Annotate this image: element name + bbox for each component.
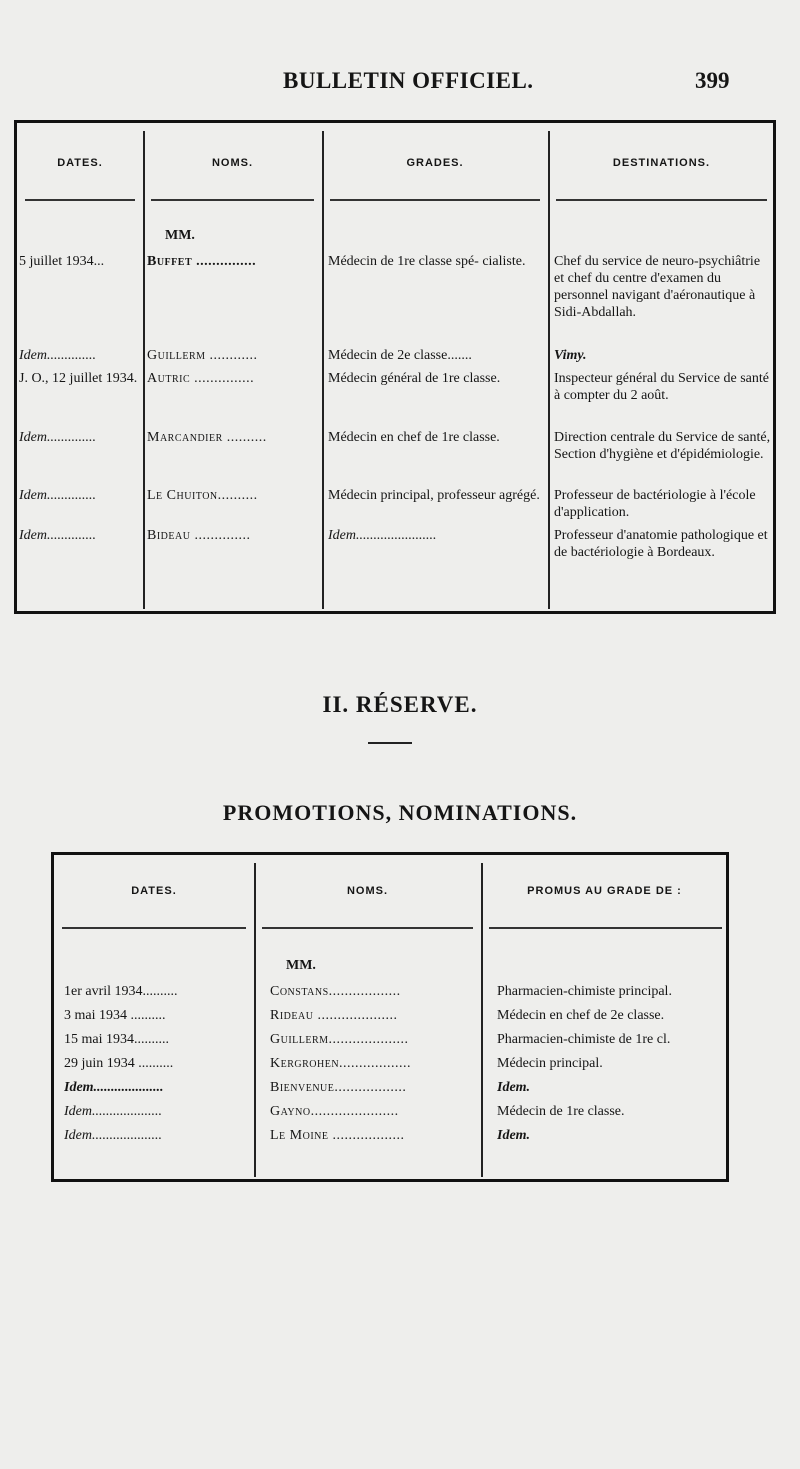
row-grade: Pharmacien-chimiste principal. (497, 984, 672, 999)
row-name: Le Chuiton.......... (147, 488, 258, 503)
row-destination: Direction centrale du Service de santé, Section d'hygiène et d'épidémiologie. (554, 430, 771, 462)
row-date: Idem.............. (19, 488, 96, 503)
header-rule (262, 927, 473, 929)
row-grade: Médecin principal. (497, 1056, 603, 1071)
col-header-destinations: DESTINATIONS. (612, 157, 711, 169)
section-subtitle: PROMOTIONS, NOMINATIONS. (222, 800, 578, 825)
row-destination: Vimy. (554, 348, 587, 363)
row-name: Kergrohen.................. (270, 1056, 412, 1071)
col-header-noms: NOMS. (211, 157, 254, 169)
col-header-promus: PROMUS AU GRADE DE : (527, 885, 682, 897)
column-divider (254, 863, 256, 1177)
row-grade: Médecin en chef de 1re classe. (328, 430, 500, 445)
row-grade: Médecin de 1re classe spé- cialiste. (328, 254, 526, 269)
row-name: Guillerm ............ (147, 348, 258, 363)
row-destination: Professeur de bactériologie à l'école d'application. (554, 488, 756, 520)
row-grade: Médecin de 1re classe. (497, 1104, 625, 1119)
row-date: J. O., 12 juillet 1934. (19, 371, 138, 386)
row-date: 29 juin 1934 .......... (64, 1056, 174, 1071)
row-name: Le Moine .................. (270, 1128, 405, 1143)
row-date: Idem.................... (64, 1080, 164, 1095)
header-rule (556, 199, 767, 201)
header-rule (25, 199, 135, 201)
row-date: Idem.................... (64, 1104, 162, 1119)
running-head (0, 68, 800, 98)
column-divider (143, 131, 145, 609)
header-rule (151, 199, 314, 201)
row-name: Constans.................. (270, 984, 401, 999)
row-grade: Médecin de 2e classe....... (328, 348, 472, 363)
row-date: Idem.............. (19, 348, 96, 363)
header-rule (62, 927, 246, 929)
col-header-dates: DATES. (131, 885, 177, 897)
row-grade: Idem. (497, 1128, 531, 1143)
row-name: Autric ............... (147, 371, 255, 386)
mm-label: MM. (165, 228, 195, 243)
row-grade: Médecin principal, professeur agrégé. (328, 488, 540, 503)
col-header-dates: DATES. (57, 157, 103, 169)
row-destination: Professeur d'anatomie pathologique et de bactériologie à Bordeaux. (554, 528, 768, 560)
row-destination: Chef du service de neuro-psychiâtrie et chef du centre d'examen du personnel navigant d'aéronautique à Sidi-Abdallah. (554, 254, 761, 320)
col-header-grades: GRADES. (406, 157, 464, 169)
row-date: Idem.............. (19, 430, 96, 445)
row-name: Bideau .............. (147, 528, 251, 543)
mm-label: MM. (286, 958, 316, 973)
row-grade: Idem....................... (328, 528, 437, 543)
row-name: Gayno...................... (270, 1104, 399, 1119)
header-rule (330, 199, 540, 201)
page-number: 399 (695, 68, 730, 93)
col-header-noms: NOMS. (346, 885, 389, 897)
assignments-table (14, 120, 776, 614)
row-name: Rideau .................... (270, 1008, 398, 1023)
column-divider (548, 131, 550, 609)
row-date: Idem.............. (19, 528, 96, 543)
column-divider (322, 131, 324, 609)
row-grade: Idem. (497, 1080, 531, 1095)
row-destination: Inspecteur général du Service de santé à compter du 2 août. (554, 371, 769, 403)
row-name: Marcandier .......... (147, 430, 267, 445)
row-name: Guillerm.................... (270, 1032, 409, 1047)
row-grade: Médecin général de 1re classe. (328, 371, 501, 386)
section-title: II. RÉSERVE. (322, 692, 478, 717)
row-name: Buffet ............... (147, 254, 257, 269)
header-rule (489, 927, 722, 929)
row-date: 5 juillet 1934... (19, 254, 105, 269)
row-date: 15 mai 1934.......... (64, 1032, 169, 1047)
row-date: 3 mai 1934 .......... (64, 1008, 166, 1023)
promotions-table (51, 852, 729, 1182)
row-date: Idem.................... (64, 1128, 162, 1143)
row-grade: Médecin en chef de 2e classe. (497, 1008, 665, 1023)
row-grade: Pharmacien-chimiste de 1re cl. (497, 1032, 671, 1047)
row-date: 1er avril 1934.......... (64, 984, 178, 999)
column-divider (481, 863, 483, 1177)
running-title: BULLETIN OFFICIEL. (283, 68, 534, 93)
section-divider (368, 742, 412, 744)
row-name: Bienvenue.................. (270, 1080, 407, 1095)
